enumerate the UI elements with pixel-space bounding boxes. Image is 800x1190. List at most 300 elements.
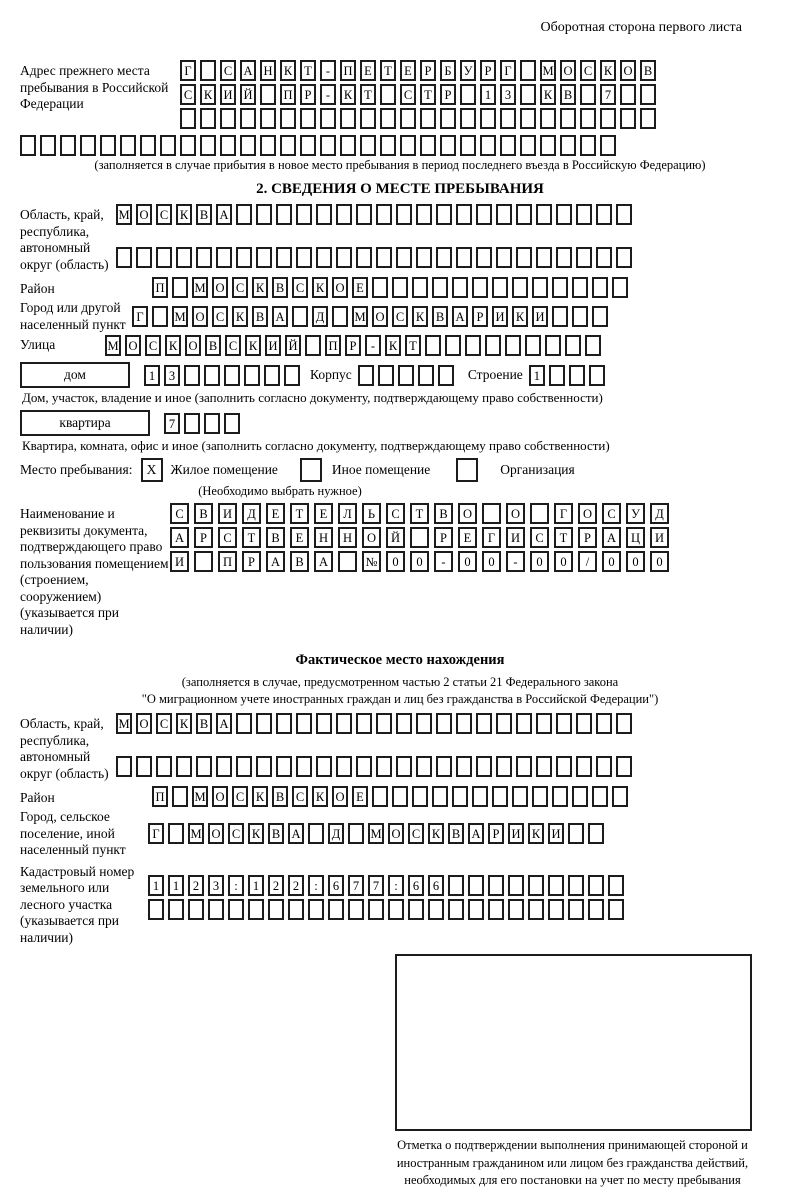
char-cell (620, 84, 636, 105)
char-cell (532, 786, 548, 807)
al-district-label: Район (20, 789, 55, 805)
char-cell (196, 756, 212, 777)
char-cell (485, 335, 501, 356)
char-cell: О (578, 503, 597, 524)
char-cell (376, 204, 392, 225)
char-cell: Д (242, 503, 261, 524)
char-cell (80, 135, 96, 156)
char-cell: К (245, 335, 261, 356)
char-cell: Г (554, 503, 573, 524)
char-cell (520, 108, 536, 129)
char-cell: С (602, 503, 621, 524)
char-cell (256, 756, 272, 777)
char-cell (616, 713, 632, 734)
char-cell (568, 899, 584, 920)
char-cell (348, 899, 364, 920)
char-cell (336, 713, 352, 734)
char-cell (220, 135, 236, 156)
char-cell: Й (285, 335, 301, 356)
s2-city-field (20, 300, 800, 333)
s2-region-field (20, 204, 800, 273)
char-cell (500, 108, 516, 129)
char-cell (396, 204, 412, 225)
char-cell (640, 84, 656, 105)
char-cell: Г (132, 306, 148, 327)
char-cell (204, 365, 220, 386)
char-cell (336, 247, 352, 268)
char-cell (376, 713, 392, 734)
char-cell (612, 277, 628, 298)
char-cell (556, 204, 572, 225)
char-cell (432, 277, 448, 298)
char-cell (488, 899, 504, 920)
char-cell (480, 108, 496, 129)
char-cell (436, 713, 452, 734)
char-cell (532, 277, 548, 298)
char-cell (592, 277, 608, 298)
al-cadastre-row-1 (148, 875, 624, 896)
char-cell (188, 899, 204, 920)
char-cell: Т (554, 527, 573, 548)
al-region-row-1 (116, 713, 632, 734)
char-cell: И (265, 335, 281, 356)
char-cell: М (192, 277, 208, 298)
char-cell: : (228, 875, 244, 896)
char-cell: О (560, 60, 576, 81)
char-cell: М (192, 786, 208, 807)
char-cell (416, 247, 432, 268)
char-cell (436, 204, 452, 225)
s2-district-field (20, 277, 800, 298)
char-cell (200, 60, 216, 81)
char-cell: С (386, 503, 405, 524)
char-cell: 6 (408, 875, 424, 896)
char-cell (418, 365, 434, 386)
char-cell (380, 135, 396, 156)
char-cell (548, 875, 564, 896)
char-cell (296, 713, 312, 734)
char-cell (596, 713, 612, 734)
char-cell (480, 135, 496, 156)
al-city-label: Город, сельское поселение, иной населенный пункт (20, 809, 126, 857)
char-cell: М (352, 306, 368, 327)
char-cell (585, 335, 601, 356)
s2-apartment-field (20, 410, 800, 436)
s2-stay-type-hint: (Необходимо выбрать нужное) (198, 484, 362, 498)
char-cell (412, 277, 428, 298)
char-cell (420, 108, 436, 129)
char-cell: - (320, 60, 336, 81)
char-cell (608, 875, 624, 896)
char-cell: Т (405, 335, 421, 356)
char-cell: 1 (148, 875, 164, 896)
al-cadastre-field (20, 861, 800, 947)
char-cell: К (165, 335, 181, 356)
char-cell: Р (242, 551, 261, 572)
char-cell (156, 756, 172, 777)
char-cell: К (312, 786, 328, 807)
char-cell (358, 365, 374, 386)
al-cadastre-label: Кадастровый номер земельного или лесного участка (указывается при наличии) (20, 863, 135, 945)
char-cell (120, 135, 136, 156)
char-cell: П (152, 277, 168, 298)
char-cell (465, 335, 481, 356)
char-cell: С (180, 84, 196, 105)
char-cell (236, 713, 252, 734)
char-cell (608, 899, 624, 920)
char-cell: С (392, 306, 408, 327)
char-cell: Е (360, 60, 376, 81)
s2-city-row (132, 306, 608, 327)
char-cell: С (218, 527, 237, 548)
char-cell: О (620, 60, 636, 81)
s2-document-row-2 (170, 527, 669, 548)
char-cell: 1 (168, 875, 184, 896)
char-cell: А (602, 527, 621, 548)
char-cell (640, 108, 656, 129)
char-cell: 1 (529, 365, 545, 386)
char-cell (168, 823, 184, 844)
char-cell: - (434, 551, 453, 572)
char-cell (588, 899, 604, 920)
char-cell: В (268, 823, 284, 844)
char-cell (572, 306, 588, 327)
char-cell: Т (380, 60, 396, 81)
char-cell (476, 756, 492, 777)
char-cell (216, 247, 232, 268)
char-cell (296, 247, 312, 268)
char-cell: Т (300, 60, 316, 81)
char-cell: Й (386, 527, 405, 548)
char-cell (576, 204, 592, 225)
char-cell (540, 135, 556, 156)
char-cell: К (280, 60, 296, 81)
s2-document-cells (170, 503, 669, 575)
char-cell (520, 84, 536, 105)
char-cell (224, 413, 240, 434)
char-cell: А (240, 60, 256, 81)
char-cell (172, 786, 188, 807)
char-cell: О (185, 335, 201, 356)
char-cell (316, 204, 332, 225)
s2-apartment-labelbox: квартира (20, 410, 150, 436)
char-cell (280, 108, 296, 129)
char-cell (580, 108, 596, 129)
char-cell (256, 204, 272, 225)
char-cell (456, 756, 472, 777)
char-cell (552, 306, 568, 327)
char-cell (160, 135, 176, 156)
char-cell: Г (148, 823, 164, 844)
char-cell (512, 786, 528, 807)
char-cell (316, 756, 332, 777)
char-cell (348, 823, 364, 844)
char-cell (372, 786, 388, 807)
char-cell (472, 786, 488, 807)
prev-address-row-3 (180, 108, 656, 129)
char-cell (468, 899, 484, 920)
char-cell (425, 335, 441, 356)
char-cell (460, 135, 476, 156)
char-cell: 1 (248, 875, 264, 896)
char-cell (528, 875, 544, 896)
char-cell (336, 204, 352, 225)
char-cell: Н (260, 60, 276, 81)
char-cell (596, 247, 612, 268)
char-cell: К (200, 84, 216, 105)
char-cell: 0 (554, 551, 573, 572)
char-cell (596, 756, 612, 777)
char-cell (596, 204, 612, 225)
char-cell: 1 (480, 84, 496, 105)
char-cell: 6 (428, 875, 444, 896)
char-cell: А (170, 527, 189, 548)
char-cell: П (218, 551, 237, 572)
char-cell: С (228, 823, 244, 844)
char-cell: В (272, 786, 288, 807)
s2-house-caption: Дом, участок, владение и иное (заполнить согласно документу, подтверждающему право собственности) (22, 390, 603, 405)
char-cell (516, 713, 532, 734)
char-cell: 7 (600, 84, 616, 105)
char-cell (420, 135, 436, 156)
char-cell (440, 108, 456, 129)
prev-address-caption: (заполняется в случае прибытия в новое место пребывания в период последнего въезда в Российскую Федерацию) (94, 158, 706, 172)
char-cell (260, 135, 276, 156)
char-cell: Е (290, 527, 309, 548)
char-cell (40, 135, 56, 156)
char-cell (496, 247, 512, 268)
char-cell: О (332, 277, 348, 298)
char-cell (368, 899, 384, 920)
char-cell: Д (650, 503, 669, 524)
s2-street-label: Улица (20, 337, 56, 353)
char-cell: А (266, 551, 285, 572)
char-cell (568, 823, 584, 844)
char-cell: 2 (268, 875, 284, 896)
s2-apartment-caption: Квартира, комната, офис и иное (заполнить согласно документу, подтверждающему право собственности) (22, 438, 610, 453)
char-cell (172, 277, 188, 298)
char-cell (340, 135, 356, 156)
char-cell (616, 756, 632, 777)
char-cell (276, 713, 292, 734)
char-cell: К (528, 823, 544, 844)
char-cell (552, 277, 568, 298)
char-cell (320, 135, 336, 156)
char-cell: Р (488, 823, 504, 844)
char-cell: Н (338, 527, 357, 548)
char-cell: Е (352, 786, 368, 807)
char-cell (300, 135, 316, 156)
char-cell: 1 (144, 365, 160, 386)
char-cell (576, 756, 592, 777)
char-cell (276, 756, 292, 777)
s2-document-row-3 (170, 551, 669, 572)
char-cell (388, 899, 404, 920)
char-cell (589, 365, 605, 386)
char-cell (588, 823, 604, 844)
prev-address-cells (180, 60, 656, 132)
char-cell: В (290, 551, 309, 572)
char-cell (276, 204, 292, 225)
char-cell (236, 247, 252, 268)
char-cell: В (194, 503, 213, 524)
stay-type-checkbox-residential: X (141, 458, 163, 482)
char-cell (156, 247, 172, 268)
char-cell: П (340, 60, 356, 81)
char-cell: Т (360, 84, 376, 105)
al-district-field (20, 786, 800, 807)
char-cell: 3 (164, 365, 180, 386)
char-cell (616, 204, 632, 225)
char-cell (228, 899, 244, 920)
char-cell (244, 365, 260, 386)
char-cell (572, 277, 588, 298)
s2-stroenie-cells (529, 365, 605, 386)
char-cell (445, 335, 461, 356)
char-cell: М (116, 204, 132, 225)
char-cell (536, 247, 552, 268)
s2-district-row (152, 277, 628, 298)
char-cell: Р (194, 527, 213, 548)
char-cell (436, 247, 452, 268)
char-cell: Е (266, 503, 285, 524)
char-cell: О (212, 277, 228, 298)
char-cell (356, 247, 372, 268)
char-cell (200, 108, 216, 129)
char-cell (549, 365, 565, 386)
s2-district-label: Район (20, 280, 55, 296)
stay-type-option-other: Иное помещение (331, 462, 431, 477)
char-cell: 0 (530, 551, 549, 572)
char-cell (200, 135, 216, 156)
char-cell (305, 335, 321, 356)
s2-house-field (20, 362, 800, 388)
char-cell (556, 247, 572, 268)
char-cell (436, 756, 452, 777)
char-cell (472, 277, 488, 298)
char-cell: С (212, 306, 228, 327)
char-cell (328, 899, 344, 920)
char-cell: Г (482, 527, 501, 548)
char-cell: В (205, 335, 221, 356)
s2-region-label: Область, край, республика, автономный округ (область) (20, 207, 109, 272)
char-cell (468, 875, 484, 896)
char-cell (516, 247, 532, 268)
prev-address-row-4 (20, 135, 800, 156)
char-cell: А (216, 713, 232, 734)
char-cell: У (626, 503, 645, 524)
char-cell (296, 204, 312, 225)
char-cell (216, 756, 232, 777)
char-cell (376, 756, 392, 777)
al-cadastre-row-2 (148, 899, 624, 920)
char-cell: В (252, 306, 268, 327)
char-cell (552, 786, 568, 807)
char-cell: И (532, 306, 548, 327)
char-cell (536, 204, 552, 225)
char-cell (452, 786, 468, 807)
char-cell (308, 823, 324, 844)
char-cell: П (280, 84, 296, 105)
s2-region-row-2 (116, 247, 632, 268)
char-cell: О (332, 786, 348, 807)
char-cell: - (506, 551, 525, 572)
char-cell (496, 204, 512, 225)
char-cell (398, 365, 414, 386)
char-cell: Е (314, 503, 333, 524)
char-cell (316, 247, 332, 268)
char-cell (536, 713, 552, 734)
s2-stay-type-label: Место пребывания: (20, 462, 133, 477)
char-cell: 7 (348, 875, 364, 896)
char-cell (520, 135, 536, 156)
char-cell (600, 108, 616, 129)
char-cell (448, 875, 464, 896)
char-cell: 2 (288, 875, 304, 896)
char-cell: Е (352, 277, 368, 298)
char-cell: 6 (328, 875, 344, 896)
char-cell (556, 713, 572, 734)
char-cell: А (216, 204, 232, 225)
char-cell: Й (240, 84, 256, 105)
char-cell: : (388, 875, 404, 896)
char-cell (410, 527, 429, 548)
confirmation-caption: Отметка о подтверждении выполнения принимающей стороной и иностранным гражданином или лицом без гражданства действий, необходимых для его постановки на учет по месту пребывания (396, 1138, 749, 1187)
char-cell (196, 247, 212, 268)
char-cell (580, 135, 596, 156)
char-cell: К (600, 60, 616, 81)
char-cell: М (172, 306, 188, 327)
char-cell (264, 365, 280, 386)
char-cell (136, 247, 152, 268)
char-cell (184, 365, 200, 386)
char-cell (565, 335, 581, 356)
char-cell (116, 756, 132, 777)
char-cell (460, 108, 476, 129)
char-cell (568, 875, 584, 896)
char-cell: 3 (208, 875, 224, 896)
char-cell (452, 277, 468, 298)
char-cell: И (506, 527, 525, 548)
char-cell (476, 247, 492, 268)
char-cell: В (196, 713, 212, 734)
char-cell: - (365, 335, 381, 356)
char-cell (496, 756, 512, 777)
char-cell (580, 84, 596, 105)
al-cadastre-cells (148, 861, 624, 923)
char-cell: К (412, 306, 428, 327)
char-cell (512, 277, 528, 298)
al-region-cells (116, 713, 632, 780)
char-cell (416, 204, 432, 225)
char-cell (356, 204, 372, 225)
char-cell: О (388, 823, 404, 844)
char-cell: О (212, 786, 228, 807)
char-cell: К (176, 713, 192, 734)
char-cell: И (170, 551, 189, 572)
char-cell (20, 135, 36, 156)
char-cell (148, 899, 164, 920)
char-cell (428, 899, 444, 920)
char-cell (340, 108, 356, 129)
char-cell: М (188, 823, 204, 844)
char-cell: С (580, 60, 596, 81)
char-cell: В (448, 823, 464, 844)
char-cell: / (578, 551, 597, 572)
char-cell: И (650, 527, 669, 548)
char-cell: 0 (626, 551, 645, 572)
char-cell (100, 135, 116, 156)
